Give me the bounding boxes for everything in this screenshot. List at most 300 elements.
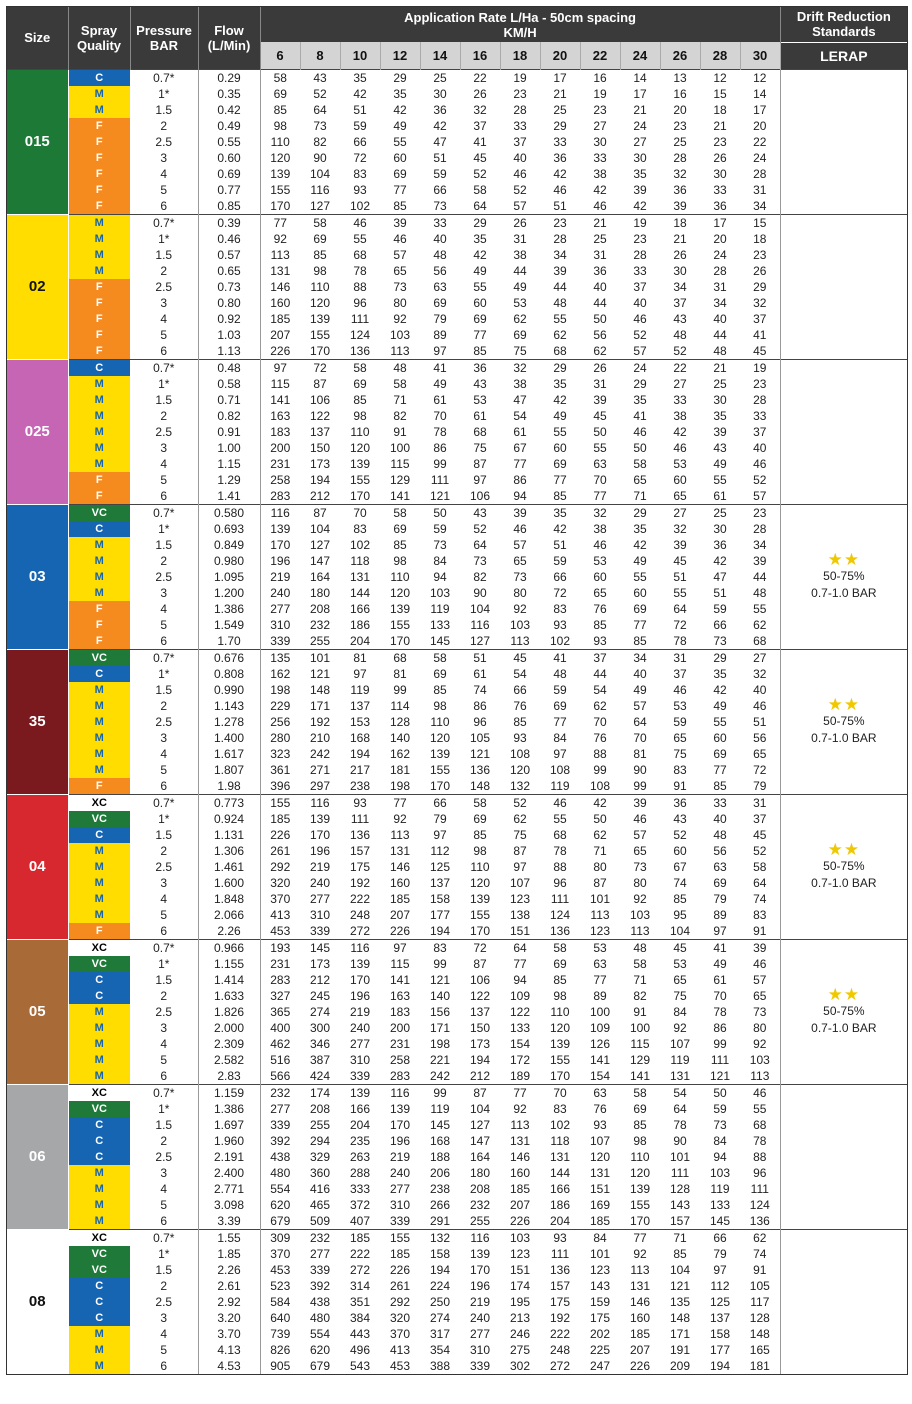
rate-cell: 145: [709, 1213, 731, 1228]
spray-quality-cell: F: [68, 311, 130, 327]
rate-cell: 52: [753, 843, 767, 858]
lerap-star-icon: ★★: [827, 840, 861, 859]
rate-cell: 208: [309, 601, 331, 616]
rate-cell: 20: [713, 231, 727, 246]
rate-cell: 53: [673, 456, 687, 471]
rate-cell: 76: [513, 698, 527, 713]
pressure-cell: 4: [130, 601, 198, 617]
spray-quality-cell: XC: [68, 1084, 130, 1101]
rate-cell: 277: [349, 1036, 371, 1051]
spray-quality-cell: VC: [68, 956, 130, 972]
rate-cell: 566: [270, 1068, 291, 1083]
flow-cell: 1.549: [198, 617, 260, 633]
rate-cell: 110: [630, 1149, 650, 1164]
rate-cell: 55: [393, 134, 407, 149]
rate-cell: 51: [753, 714, 767, 729]
spray-quality-cell: M: [68, 1036, 130, 1052]
rate-cell: 113: [390, 343, 410, 358]
pressure-cell: 2.5: [130, 279, 198, 295]
table-row: [7, 714, 907, 730]
rate-cell: 46: [513, 166, 527, 181]
table-row: [7, 601, 907, 617]
nozzle-size-cell: 06: [7, 1084, 68, 1229]
rate-cell: 77: [473, 327, 487, 342]
lerap-rating-cell: [780, 504, 907, 649]
rate-cell: 74: [473, 682, 487, 697]
rate-cell: 151: [509, 1262, 531, 1277]
rate-cell: 170: [389, 633, 411, 648]
rate-cell: 147: [309, 553, 331, 568]
rate-cell: 33: [753, 408, 767, 423]
spray-quality-cell: F: [68, 343, 130, 360]
pressure-cell: 4: [130, 1036, 198, 1052]
rate-cell: 188: [429, 1149, 451, 1164]
rate-cell: 25: [420, 69, 460, 86]
rate-cell: 43: [300, 69, 340, 86]
rate-cell: 99: [433, 456, 447, 471]
spray-quality-cell: F: [68, 923, 130, 940]
rate-cell: 104: [469, 1101, 491, 1116]
rate-cell: 65: [393, 263, 407, 278]
rate-cell: 64: [473, 198, 487, 213]
rate-cell: 94: [433, 569, 447, 584]
rate-cell: 66: [700, 1229, 740, 1246]
table-row: [7, 392, 907, 408]
rate-cell: 240: [309, 875, 331, 890]
rate-cell: 64: [473, 537, 487, 552]
rate-cell: 43: [713, 440, 727, 455]
rate-cell: 194: [469, 1052, 491, 1067]
spray-quality-cell: C: [68, 1117, 130, 1133]
rate-cell: 49: [713, 956, 727, 971]
speed-header-cell: 22: [580, 42, 620, 69]
spray-quality-cell: F: [68, 295, 130, 311]
flow-cell: 1.13: [198, 343, 260, 360]
rate-cell: 159: [589, 1294, 611, 1309]
rate-cell: 111: [550, 1246, 570, 1261]
spray-quality-cell: C: [68, 1149, 130, 1165]
flow-cell: 0.65: [198, 263, 260, 279]
rate-cell: 207: [270, 327, 291, 342]
rate-cell: 42: [633, 537, 647, 552]
rate-cell: 310: [469, 1342, 491, 1357]
rate-cell: 164: [309, 569, 331, 584]
rate-cell: 232: [309, 617, 331, 632]
rate-cell: 339: [389, 1213, 411, 1228]
rate-cell: 102: [349, 198, 371, 213]
rate-cell: 133: [429, 617, 451, 632]
rate-cell: 92: [673, 1020, 687, 1035]
rate-cell: 101: [669, 1149, 691, 1164]
flow-cell: 1.095: [198, 569, 260, 585]
rate-cell: 61: [473, 408, 487, 423]
rate-cell: 396: [270, 778, 291, 793]
rate-cell: 71: [393, 392, 407, 407]
rate-cell: 121: [309, 666, 331, 681]
rate-cell: 480: [270, 1165, 291, 1180]
rate-cell: 155: [309, 327, 331, 342]
pressure-cell: 4: [130, 891, 198, 907]
rate-cell: 39: [753, 553, 767, 568]
rate-cell: 620: [309, 1342, 331, 1357]
rate-cell: 85: [673, 891, 687, 906]
rate-cell: 235: [349, 1133, 371, 1148]
rate-cell: 73: [473, 553, 487, 568]
table-row: [7, 343, 907, 360]
rate-cell: 57: [753, 972, 767, 987]
rate-cell: 679: [270, 1213, 291, 1228]
rate-cell: 111: [710, 1052, 730, 1067]
rate-cell: 113: [510, 633, 530, 648]
rate-cell: 75: [473, 440, 487, 455]
rate-cell: 55: [553, 811, 567, 826]
flow-cell: 0.49: [198, 118, 260, 134]
rate-cell: 180: [469, 1165, 491, 1180]
rate-cell: 64: [673, 1101, 687, 1116]
rate-cell: 61: [713, 972, 727, 987]
rate-cell: 171: [429, 1020, 451, 1035]
drift-reduction-header: Drift Reduction Standards: [780, 7, 907, 42]
table-row: [7, 166, 907, 182]
rate-cell: 144: [549, 1165, 571, 1180]
rate-cell: 77: [393, 182, 407, 197]
rate-cell: 42: [553, 166, 567, 181]
rate-cell: 119: [710, 1181, 730, 1196]
rate-cell: 42: [353, 86, 367, 101]
spray-quality-cell: F: [68, 617, 130, 633]
nozzle-size-cell: 02: [7, 214, 68, 359]
rate-cell: 139: [389, 1101, 411, 1116]
rate-cell: 119: [430, 1101, 450, 1116]
rate-cell: 93: [593, 1117, 607, 1132]
rate-cell: 207: [629, 1342, 651, 1357]
rate-cell: 64: [753, 875, 767, 890]
pressure-cell: 2: [130, 988, 198, 1004]
rate-cell: 620: [270, 1197, 291, 1212]
pressure-cell: 0.7*: [130, 504, 198, 521]
rate-cell: 85: [313, 247, 327, 262]
rate-cell: 88: [353, 279, 367, 294]
rate-cell: 21: [713, 118, 727, 133]
rate-cell: 52: [313, 86, 327, 101]
drift-reduction-pressure: 0.7-1.0 BAR: [811, 1021, 877, 1035]
rate-cell: 240: [270, 585, 291, 600]
table-row: [7, 649, 907, 666]
rate-cell: 64: [633, 714, 647, 729]
rate-cell: 193: [260, 939, 300, 956]
rate-cell: 62: [753, 617, 767, 632]
rate-cell: 91: [753, 1262, 767, 1277]
table-row: [7, 440, 907, 456]
rate-cell: 99: [593, 762, 607, 777]
rate-cell: 86: [513, 472, 527, 487]
rate-cell: 85: [393, 537, 407, 552]
rate-cell: 163: [270, 408, 291, 423]
table-row: [7, 69, 907, 86]
rate-cell: 165: [749, 1342, 770, 1357]
spray-quality-cell: VC: [68, 1262, 130, 1278]
flow-cell: 0.46: [198, 231, 260, 247]
rate-cell: 226: [270, 343, 291, 358]
rate-cell: 62: [740, 1229, 780, 1246]
rate-cell: 83: [753, 907, 767, 922]
spray-quality-cell: C: [68, 1133, 130, 1149]
rate-cell: 49: [713, 698, 727, 713]
rate-cell: 147: [469, 1133, 491, 1148]
rate-cell: 97: [713, 1262, 727, 1277]
table-row: [7, 327, 907, 343]
rate-cell: 47: [513, 392, 527, 407]
rate-cell: 584: [270, 1294, 291, 1309]
rate-cell: 101: [589, 1246, 611, 1261]
rate-cell: 123: [589, 1262, 611, 1277]
rate-cell: 53: [673, 698, 687, 713]
rate-cell: 55: [713, 714, 727, 729]
rate-cell: 42: [713, 682, 727, 697]
rate-cell: 116: [260, 504, 300, 521]
rate-cell: 44: [513, 263, 527, 278]
rate-cell: 132: [509, 778, 531, 793]
rate-cell: 85: [553, 488, 567, 503]
rate-cell: 85: [633, 1117, 647, 1132]
rate-cell: 113: [590, 907, 610, 922]
rate-cell: 78: [433, 424, 447, 439]
rate-cell: 310: [309, 907, 331, 922]
rate-cell: 277: [270, 601, 291, 616]
rate-cell: 62: [593, 827, 607, 842]
table-row: [7, 279, 907, 295]
rate-cell: 35: [473, 231, 487, 246]
rate-cell: 46: [553, 182, 567, 197]
rate-cell: 55: [353, 231, 367, 246]
rate-cell: 28: [513, 102, 527, 117]
rate-cell: 52: [673, 827, 687, 842]
rate-cell: 59: [433, 166, 447, 181]
rate-cell: 261: [270, 843, 291, 858]
rate-cell: 277: [309, 1246, 331, 1261]
rate-cell: 173: [309, 956, 331, 971]
rate-cell: 62: [513, 811, 527, 826]
pressure-cell: 2: [130, 118, 198, 134]
rate-cell: 208: [309, 1101, 331, 1116]
rate-cell: 266: [429, 1197, 451, 1212]
rate-cell: 155: [629, 1197, 651, 1212]
spray-quality-cell: C: [68, 1278, 130, 1294]
pressure-cell: 1.5: [130, 1117, 198, 1133]
rate-cell: 62: [513, 311, 527, 326]
rate-cell: 255: [309, 633, 331, 648]
rate-cell: 543: [349, 1358, 371, 1373]
rate-cell: 181: [389, 762, 411, 777]
rate-cell: 76: [593, 601, 607, 616]
flow-cell: 0.48: [198, 359, 260, 376]
rate-cell: 68: [553, 343, 567, 358]
table-row: [7, 633, 907, 650]
table-row: [7, 859, 907, 875]
rate-cell: 127: [469, 1117, 491, 1132]
rate-cell: 59: [433, 521, 447, 536]
rate-cell: 123: [509, 1246, 531, 1261]
rate-cell: 37: [473, 118, 487, 133]
rate-cell: 277: [309, 891, 331, 906]
rate-cell: 55: [753, 601, 767, 616]
rate-cell: 119: [670, 1052, 690, 1067]
table-row: [7, 247, 907, 263]
pressure-cell: 1*: [130, 811, 198, 827]
rate-cell: 231: [270, 456, 291, 471]
rate-cell: 92: [273, 231, 287, 246]
table-row: [7, 1310, 907, 1326]
lerap-rating-cell: [780, 69, 907, 214]
rate-cell: 387: [309, 1052, 331, 1067]
rate-cell: 128: [669, 1181, 691, 1196]
rate-cell: 155: [349, 472, 371, 487]
rate-cell: 80: [753, 1020, 767, 1035]
rate-cell: 61: [473, 666, 487, 681]
rate-cell: 48: [380, 359, 420, 376]
rate-cell: 170: [270, 537, 291, 552]
rate-cell: 85: [473, 343, 487, 358]
rate-cell: 46: [740, 1084, 780, 1101]
rate-cell: 106: [469, 972, 491, 987]
rate-cell: 27: [740, 649, 780, 666]
rate-cell: 905: [270, 1358, 291, 1373]
rate-cell: 89: [433, 327, 447, 342]
spray-quality-cell: F: [68, 150, 130, 166]
spray-quality-cell: F: [68, 778, 130, 795]
rate-cell: 139: [349, 456, 371, 471]
rate-cell: 43: [673, 811, 687, 826]
rate-cell: 92: [633, 1246, 647, 1261]
lerap-rating-cell: [780, 1084, 907, 1229]
flow-cell: 2.26: [198, 1262, 260, 1278]
rate-cell: 339: [469, 1358, 491, 1373]
rate-cell: 81: [340, 649, 380, 666]
rate-cell: 43: [460, 504, 500, 521]
lerap-rating-cell: [780, 794, 907, 939]
rate-cell: 128: [389, 714, 411, 729]
rate-cell: 139: [340, 1084, 380, 1101]
rate-cell: 154: [589, 1068, 611, 1083]
rate-cell: 51: [713, 585, 727, 600]
spray-quality-cell: VC: [68, 811, 130, 827]
rate-cell: 121: [469, 746, 491, 761]
rate-cell: 173: [469, 1036, 491, 1051]
rate-cell: 554: [270, 1181, 291, 1196]
table-row: [7, 214, 907, 231]
rate-cell: 226: [389, 923, 411, 938]
rate-cell: 40: [593, 279, 607, 294]
rate-cell: 34: [753, 537, 767, 552]
rate-cell: 73: [753, 1004, 767, 1019]
rate-cell: 44: [593, 666, 607, 681]
rate-cell: 53: [580, 939, 620, 956]
rate-cell: 49: [433, 376, 447, 391]
rate-cell: 55: [753, 1101, 767, 1116]
rate-cell: 288: [349, 1165, 371, 1180]
rate-cell: 73: [513, 569, 527, 584]
rate-cell: 107: [669, 1036, 691, 1051]
flow-cell: 1.960: [198, 1133, 260, 1149]
rate-cell: 98: [553, 988, 567, 1003]
flow-cell: 0.77: [198, 182, 260, 198]
pressure-cell: 2.5: [130, 569, 198, 585]
rate-cell: 50: [593, 811, 607, 826]
rate-cell: 131: [270, 263, 291, 278]
rate-cell: 71: [633, 972, 647, 987]
rate-cell: 173: [309, 456, 331, 471]
rate-cell: 57: [393, 247, 407, 262]
rate-cell: 52: [753, 472, 767, 487]
flow-cell: 4.53: [198, 1358, 260, 1374]
flow-cell: 1.98: [198, 778, 260, 795]
rate-cell: 136: [549, 1262, 571, 1277]
rate-cell: 39: [673, 198, 687, 213]
rate-cell: 258: [270, 472, 291, 487]
rate-cell: 19: [620, 214, 660, 231]
rate-cell: 56: [433, 263, 447, 278]
pressure-cell: 3: [130, 440, 198, 456]
rate-cell: 75: [673, 746, 687, 761]
rate-cell: 106: [309, 392, 331, 407]
flow-cell: 0.29: [198, 69, 260, 86]
rate-cell: 121: [429, 972, 451, 987]
rate-cell: 76: [593, 730, 607, 745]
table-row: [7, 666, 907, 682]
rate-cell: 209: [669, 1358, 691, 1373]
flow-cell: 1.143: [198, 698, 260, 714]
rate-cell: 16: [580, 69, 620, 86]
rate-cell: 189: [509, 1068, 531, 1083]
rate-cell: 136: [349, 343, 371, 358]
rate-cell: 85: [553, 972, 567, 987]
spray-quality-cell: XC: [68, 794, 130, 811]
rate-cell: 219: [349, 1004, 371, 1019]
rate-cell: 185: [589, 1213, 611, 1228]
pressure-cell: 1.5: [130, 682, 198, 698]
pressure-cell: 1*: [130, 231, 198, 247]
rate-cell: 110: [390, 569, 410, 584]
rate-cell: 108: [509, 746, 531, 761]
rate-cell: 283: [270, 488, 291, 503]
table-row: [7, 553, 907, 569]
spray-quality-cell: XC: [68, 939, 130, 956]
rate-cell: 139: [429, 746, 451, 761]
rate-cell: 87: [593, 875, 607, 890]
rate-cell: 221: [429, 1052, 451, 1067]
rate-cell: 131: [509, 1133, 531, 1148]
rate-cell: 240: [389, 1165, 411, 1180]
rate-cell: 82: [393, 408, 407, 423]
rate-cell: 97: [380, 939, 420, 956]
rate-cell: 140: [389, 730, 411, 745]
rate-cell: 54: [513, 666, 527, 681]
rate-cell: 137: [709, 1310, 731, 1325]
rate-cell: 68: [380, 649, 420, 666]
flow-cell: 1.400: [198, 730, 260, 746]
pressure-cell: 3: [130, 295, 198, 311]
pressure-cell: 2: [130, 698, 198, 714]
rate-cell: 141: [589, 1052, 611, 1067]
pressure-cell: 2: [130, 1133, 198, 1149]
lerap-rating-cell: [780, 939, 907, 1084]
rate-cell: 42: [713, 553, 727, 568]
rate-cell: 55: [473, 279, 487, 294]
rate-cell: 46: [393, 231, 407, 246]
rate-cell: 34: [673, 279, 687, 294]
rate-cell: 103: [509, 617, 531, 632]
rate-cell: 34: [713, 295, 727, 310]
